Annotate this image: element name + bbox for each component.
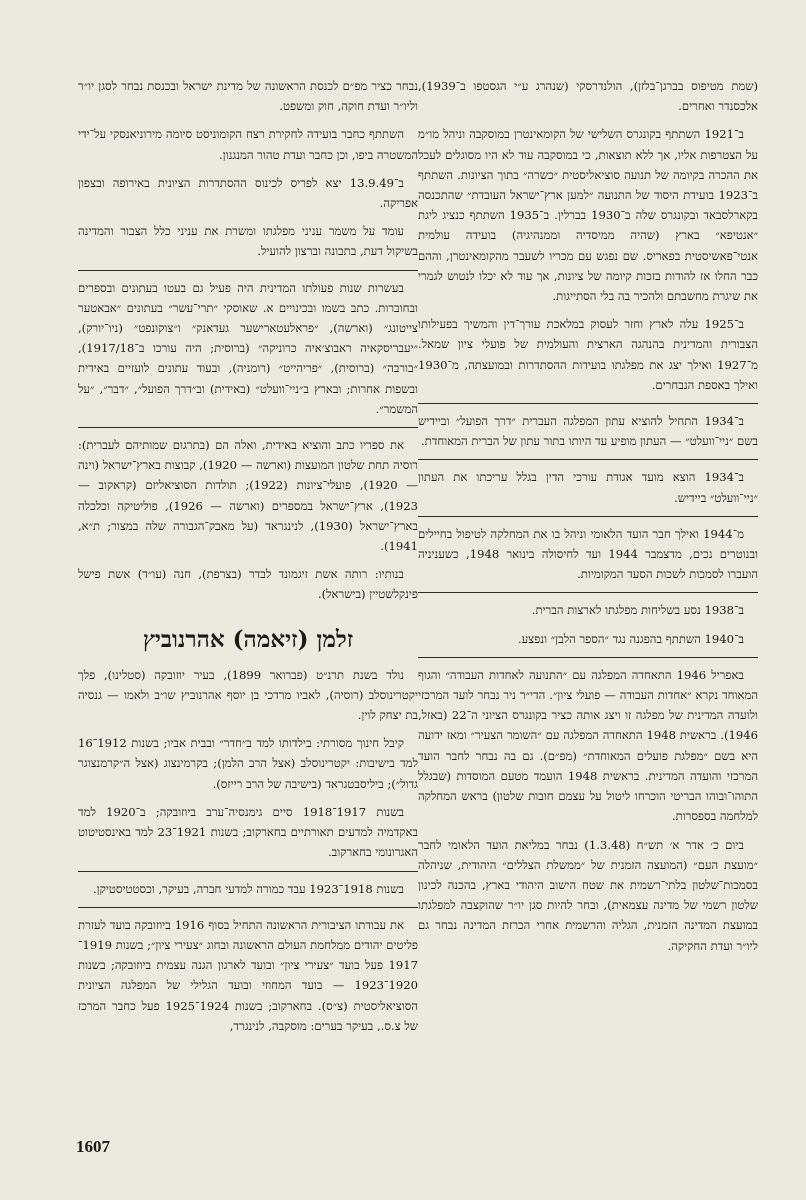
paragraph: ביום כ׳ אדר א׳ תש״ח (1.3.48) נבחר במליאת הועד הלאומי לחבר ״מועצת העם״ (המועצה הזמנית של ״ממשלת הצללים״ היהודית, שניהלה בסמכות־שלטון בלתי־רשמית את שטח הישוב היהודי בארץ, בהכנה לכינון שלטון רשמי של מדינה עצמאית), ובחר להיות סגן יו״ר שהוקצבה למפלגתו במועצת המדינה הזמנית, הגליה והרשמית אחרי הכרזת המדינה נבחר גם ליו״ר ועדת החקיקה. <box>418 837 758 953</box>
divider <box>418 403 758 404</box>
biography-heading: זלמן (זיאמה) אהרנוביץ <box>142 625 354 653</box>
paragraph: קיבל חינוך מסורתי: בילדותו למד ב״חדר״ ובבית אביו; בשנות 1912־16 למד בישיבות: יקטרינוסלב (אצל הרב הלמן); בקרמינצוג (אצל ה״קרמנצוגר גדול״); ביליסבטגראד (בישיבה של הרב רייזס). <box>78 736 418 791</box>
divider <box>78 270 418 271</box>
paragraph: את עבודתו הציבורית הראשונה התחיל בסוף 1916 ביוזובקה בועד לעזרת פליטים יהודים ממלחמת העולם הראשונה ובחוג ״צעירי ציון״; בשנות 1919־1917 פעל בועד ״צעירי ציון״ ובועד לארגון הגנה עצמית ביוזובקה; בשנות 1920־1923 — בועד המחוזי ובועד הגלילי של המפלגה הציונית הסוציאליסטית (צ״ס). בחארקוב; בשנות 1924־1925 פעל כחבר המרכז של צ.ס., בעיקר בערים: מוסקבה, לנינגרד, <box>78 917 418 1033</box>
paragraph: ב־1921 השתתף בקונגרס השלישי של הקומאינטרן במוסקבה וניהל מו״מ על הצטרפות אליו, אך ללא תוצאות, כי במוסקבה עוד לא היו מסוגלים לעכל את ההכרה בקיומה של תנועה סוציאליסטית ״כשרה״ בתוך הציונות. השתתף ב־1923 בועידת היסוד של התנועה ״למען ארץ־ישראל העובדת״ שהתכנסה בקארלסבאד ובקונגרס שלה ב־1930 בברלין. ב־1935 השתתף כנציג ליגת ״אנטיפא״ בארץ (שהיה ממיסדיה וממנהיגיה) בועידה עולמית אנטי־פאשיסטית בפאריס. שם נפגש עם מכריו לשעבר מהקומאינטרן, וההם כבר החלו אז להודות בזכות קיומה של ציונות, אך עוד לא יכלו לנטוש לגמרי את שיגרת מחשבתם ולהכיר בה בלי הסתייגות. <box>418 127 758 304</box>
divider <box>418 657 758 658</box>
divider <box>78 907 418 908</box>
paragraph: ב־1934 הוצא מועד אגודת עורכי הדין בגלל עריכתו את העתון ״ניי־וועלט״ ביידיש. <box>418 470 758 505</box>
left-column <box>78 76 418 1044</box>
right-column <box>418 76 758 964</box>
paragraph: באפריל 1946 התאחדה המפלגה עם ״התנועה לאחדות העבודה״ והגוף המאוחד נקרא ״אחדות העבודה — פועלי ציון״. הדי״ר ניר נבחר לועד המרכזי ולועדה המדינית של מפלגה זו ויצג אותה כציר בקונגרס הציוני ה־22 (באזל, 1946). בראשית 1948 התאחדה המפלגה עם ״השומר הצעיר״ ומאז ידועה היא בשם ״מפלגת פועלים המאוחדת״ (מפ״ם). גם בה נבחר לחבר הועד המרכזי והועדה המדינית. בראשית 1948 הועמד מטעם המוסדות (שבגלל התוהו־ובוהו הבריטי הוכרחו ליטול על עצמם חובות שלטון) בראש המחלקה למלחמה בספסרות. <box>418 667 759 824</box>
paragraph: ב־1925 עלה לארץ וחזר לעסוק במלאכת עורך־דין והמשיך בפעילותו הצבורית והמדינית בהנהגה הארצית והעולמית של פועלי ציון שמאל. מ־1927 ואילך יצג את מפלגתו בועידות ההסתדרות ובמועצתה, מ־1930 ואילך באספת הנבחרים. <box>418 317 758 392</box>
divider <box>418 592 758 593</box>
divider <box>418 459 758 460</box>
paragraph: בעשרות שנות פעולתו המדינית היה פעיל גם בעטו בעתונים ובספרים ובחוברות. כתב בשמו ובכינויים א. שאוסקי ״תרי־עשר״ בעתונים ״אבאטער צייטונג״ (וארשה), ״פראלעטארישער געדאנק״ ו״צוקונפט״ (ניו־יורק), ״יעבריסקאיה ראבוצ׳איה כרוניקה״ (ברוסית; היה עורכו ב־1917/18), ״בורבה״ (ברוסית), ״פריהייט״ (רומניה), ובעוד עתונים לועזיים באידית ובשפות אחרות; ובארץ ב״ניי־וועלט״ (באידית) וב״דרך הפועל״, ״דבר״, ״על המשמר״. <box>78 280 418 416</box>
paragraph: ב־1940 השתתף בהפגנה נגד ״הספר הלבן״ ונפצע. <box>517 631 744 646</box>
paragraph: נולד בשנת תרנ״ט (פברואר 1899), בעיר יוזובקה (סטלינו), פלך יקטרינוסלב (רוסיה), לאביו מרדכי בן יוסף אהרנוביץ שו״ב ולאמו — גנסיה בת יצחק לוין. <box>78 667 418 723</box>
paragraph: בשנות 1917־1918 סיים גימנסיה־ערב ביוזובקה; ב־1920 למד באקדמיה למדעים תאורתיים בחארקוב; בשנות 1921־23 למד באינסטיטוט האגרונומי בחארקוב. <box>78 804 418 860</box>
paragraph: מ־1944 ואילך חבר הועד הלאומי וניהל בו את המחלקה לטיפול בחיילים ובנוטרים נכים, מדצמבר 1944 ועד לחיסולה בינואר 1948, כשעניניה הועברו לסמכות לשכות הסעד המקומיות. <box>418 526 758 582</box>
paragraph: בשנות 1918־1923 עבד כמורה למדעי חברה, בעיקר, וכסטטיסטיקן. <box>93 881 404 896</box>
paragraph: ב־13.9.49 יצא לפריס לכינוס ההסתדרות הציונית באירופה ובצפון אפריקה. <box>78 175 418 211</box>
paragraph: את ספריו כתב והוציא באידית, ואלה הם (בתרגום שמותיהם לעברית): רוסיה תחת שלטון המועצות (וארשה — 1920), קבוצות בארץ־ישראל (וינה — 1920), פועלי־ציונות (1922); תולדות הסוציאליזם (קראקוב — 1923), ארץ־ישראל במספרים (וארשה — 1926), פוליטיקה וכלכלה בארץ־ישראל (1930), לנינגראד (על מאבק־הגבורה שלה במצור; ת״א, 1941). <box>78 438 418 554</box>
divider <box>78 427 418 428</box>
paragraph: עומד על משמר עניני מפלגתו ומשרת את עניני כלל הצבור והמדינה בשיקול דעת, בתבונה וברצון להועיל. <box>78 224 418 259</box>
paragraph: ב־1938 נסע בשליחות מפלגתו לארצות הברית. <box>531 603 744 618</box>
page-number: 1607 <box>76 1137 110 1156</box>
paragraph: בנותיו: רותה אשת זיגמונד לבדר (בצרפת), חנה (עו״ד) אשת פישל פינקלשטיין (בישראל). <box>78 567 418 602</box>
divider <box>418 516 758 517</box>
paragraph: השתתף כחבר בועידה לחקירת רצח הקומוניסט סיומה מירוניאנסקי על־ידי המשטרה ביפו, וכן כחבר ועדת טהור המנגנון. <box>78 127 418 162</box>
paragraph: (שמת מטיפוס בברגן־בלזן), הולנדרסקי (שנהרג ע״י הגסטפו ב־1939), אלכסנדר ואחרים. <box>418 79 758 114</box>
paragraph: ב־1934 התחיל להוציא עתון המפלגה העברית ״דרך הפועל״ וביידיש בשם ״ניי־וועלט״ — העתון מופיע עד היותו בתור עתון של הברית המאוחדת. <box>418 414 758 449</box>
paragraph: נבחר כציר מפ״ם לכנסת הראשונה של מדינת ישראל ובכנסת נבחר לסגן יו״ר וליו״ר ועדת חוקה, חוק ומשפט. <box>78 79 418 114</box>
divider <box>78 871 418 872</box>
